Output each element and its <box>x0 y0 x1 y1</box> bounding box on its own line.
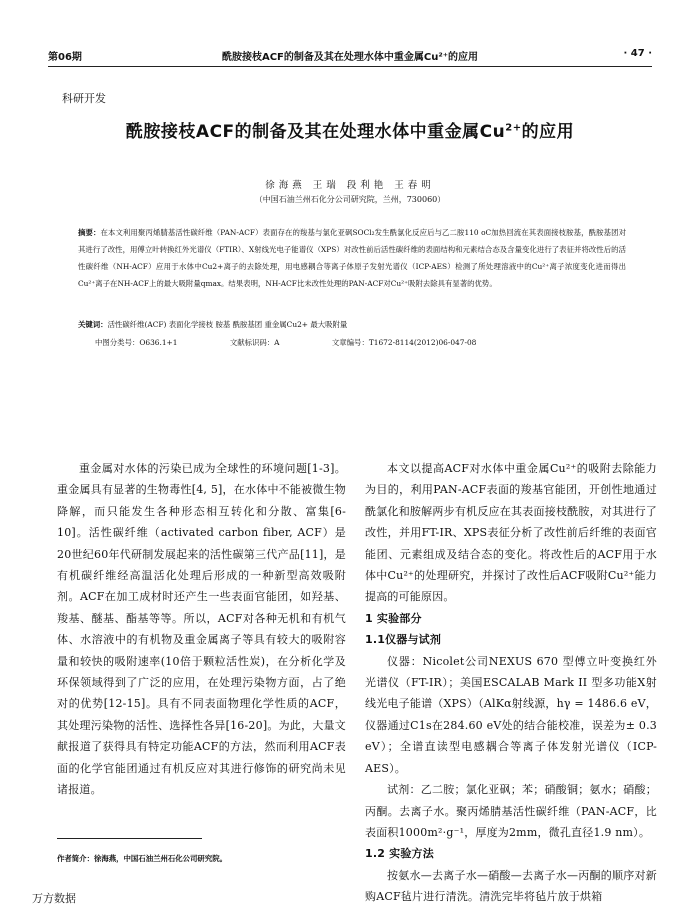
watermark: 万方数据 <box>32 892 76 905</box>
issue-number: 第06期 <box>48 52 82 63</box>
title-tail: 的应用 <box>521 122 575 142</box>
abstract <box>78 224 626 292</box>
article-title <box>48 117 652 142</box>
heading-experimental: 1 实验部分 <box>365 611 422 625</box>
title-main: 酰胺接枝ACF的制备及其在处理水体中重金属Cu <box>125 122 506 142</box>
keywords-label: 关键词： <box>78 320 108 329</box>
footnote-rule <box>57 838 202 839</box>
body-left-column <box>57 458 346 801</box>
document-code: 文献标识码：A <box>229 338 280 347</box>
article-meta <box>95 337 526 348</box>
affiliation: （中国石油兰州石化分公司研究院，兰州，730060） <box>254 195 446 204</box>
intro-paragraph: 重金属对水体的污染已成为全球性的环境问题[1-3]。重金属具有显著的生物毒性[4, 5]，在水体中不能被微生物降解，而只能发生各种形态相互转化和分散、富集[6-10]。活性碳纤维（activated carbon fiber, ACF）是20世纪60年代研制发展起来的活性碳第三代产品[11]，是有机碳纤维经高温活化处理后形成的一种新型高效吸附剂。ACF在加工成材时还产生一些表面官能团，如羟基、羧基、醚基、酯基等等。所以，ACF对各种无机和有机气体、水溶液中的有机物及重金属离子等具有较大的吸附容量和较快的吸附速率(10倍于颗粒活性炭)，在分析化学及环保领域得到了广泛的应用，在处理污染物方面，占了绝对的优势[12-15]。具有不同表面物理化学性质的ACF，其处理污染物的活性、选择性各异[16-20]。为此，大量文献报道了获得具有特定功能ACF的方法，然而利用ACF表面的化学官能团通过有机反应对其进行修饰的研究尚未见诸报道。 <box>57 462 346 797</box>
purpose-paragraph: 本文以提高ACF对水体中重金属Cu²⁺的吸附去除能力为目的，利用PAN-ACF表面的羧基官能团，开创性地通过酰氯化和胺解两步有机反应在其表面接枝酰胺，对其进行了改性，并用FT-IR、XPS表征分析了改性前后纤维的表面官能团、元素组成及结合态的变化。将改性后的ACF用于水体中Cu²⁺的处理研究，并探讨了改性后ACF吸附Cu²⁺能力提高的可能原因。 <box>365 462 657 604</box>
heading-instruments: 1.1仪器与试剂 <box>365 633 442 647</box>
header-rule <box>48 66 652 67</box>
abstract-text: 在本文利用聚丙烯腈基活性碳纤维（PAN-ACF）表面存在的羧基与氯化亚砜SOCl₂发生酰氯化反应后与乙二胺110 oC加热回流在其表面接枝胺基，酰胺基团对其进行了改性，用傅立叶转换红外光谱仪（FTIR）、X射线光电子能谱仪（XPS）对改性前后活性碳纤维的表面结构和元素结合态及含量变化进行了表征并将改性后的活性碳纤维（NH-ACF）应用于水体中Cu2+离子的去除处理，用电感耦合等离子体原子发射光谱仪（ICP-AES）检测了所处理溶液中的Cu²⁺离子浓度变化进而得出 Cu²⁺离子在NH-ACF上的最大吸附量qmax。结果表明，NH-ACF比未改性处理的PAN-ACF对Cu²⁺吸附去除具有显著的优势。 <box>78 228 626 288</box>
instruments-paragraph: 仪器：Nicolet公司NEXUS 670 型傅立叶变换红外光谱仪（FT-IR）；美国ESCALAB Mark II 型多功能X射线光电子能谱（XPS）（AlKα射线源，hγ = 1486.6 eV，仪器通过C1s在284.60 eV处的结合能校准，误差为± 0.3 eV）；全谱直读型电感耦合等离子体发射光谱仪（ICP-AES）。 <box>365 654 657 775</box>
author-footnote: 作者简介：徐海燕，中国石油兰州石化公司研究院。 <box>57 854 227 863</box>
running-title: 酰胺接枝ACF的制备及其在处理水体中重金属Cu²⁺的应用 <box>221 52 479 63</box>
clc-number: 中图分类号：O636.1+1 <box>95 338 178 347</box>
section-label: 科研开发 <box>62 92 106 105</box>
page-number: · 47 · <box>623 48 652 59</box>
keywords-text: 活性碳纤维(ACF) 表面化学接枝 胺基 酰胺基团 重金属Cu2+ 最大吸附量 <box>107 320 348 329</box>
keywords <box>78 319 626 330</box>
authors: 徐海燕 王瑞 段利艳 王春明 <box>265 180 435 191</box>
reagents-paragraph: 试剂：乙二胺；氯化亚砜；苯；硝酸铜；氨水；硝酸；丙酮。去离子水。聚丙烯腈基活性碳纤维（PAN-ACF，比表面积1000m²·g⁻¹，厚度为2mm，微孔直径1.9 nm）。 <box>365 783 657 839</box>
article-number: 文章编号：T1672-8114(2012)06-047-08 <box>331 338 477 347</box>
running-header <box>48 48 652 62</box>
title-sup: 2+ <box>505 122 522 134</box>
abstract-label: 摘要： <box>78 228 101 237</box>
heading-method: 1.2 实验方法 <box>365 847 434 861</box>
method-paragraph: 按氨水—去离子水—硝酸—去离子水—丙酮的顺序对新购ACF毡片进行清洗。清洗完毕将毡片放于烘箱 <box>365 868 657 904</box>
body-right-column <box>365 458 657 908</box>
